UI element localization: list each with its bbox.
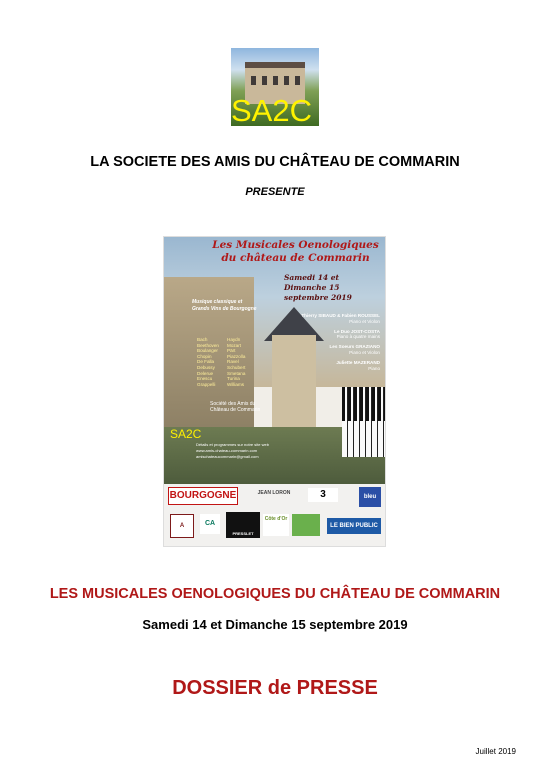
jean-loron-logo: JEAN LORON xyxy=(257,490,291,496)
composer-name: Haydn xyxy=(227,337,241,342)
poster-dates-line2: Dimanche 15 septembre 2019 xyxy=(284,283,352,302)
poster-tagline xyxy=(192,299,272,313)
le-bien-public-logo: LE BIEN PUBLIC xyxy=(327,518,381,534)
green-sponsor-logo xyxy=(292,514,320,536)
composer-name: Schubert xyxy=(227,364,246,370)
poster-title-line1: Les Musicales Oenologiques xyxy=(212,239,379,251)
poster-piano-black-keys xyxy=(342,387,385,421)
cote-dor-logo: Côte d'Or xyxy=(263,514,289,536)
composer-name: Chopin xyxy=(197,353,212,359)
composer-name: Beethoven xyxy=(197,342,219,348)
artist-name: Juliette MAZERAND xyxy=(336,359,380,365)
artist-role: Piano xyxy=(368,365,380,371)
poster-dates-line1: Samedi 14 et xyxy=(284,273,339,282)
credit-agricole-logo: CA xyxy=(200,514,220,534)
document-date: Juillet 2019 xyxy=(475,747,516,756)
composer-name: Delerue xyxy=(197,370,214,376)
bourgogne-logo: BOURGOGNE xyxy=(168,487,238,505)
poster-artists xyxy=(288,313,380,375)
composer-name: Grappelli xyxy=(197,381,216,387)
society-heading: LA SOCIETE DES AMIS DU CHÂTEAU DE COMMARIN xyxy=(90,154,460,170)
logo-text: SA2C xyxy=(231,93,312,126)
poster-sa2c: SA2C xyxy=(170,427,202,441)
france-bleu-logo: bleu xyxy=(359,487,381,507)
france3-logo: 3 xyxy=(308,488,338,502)
composer-name: Mozart xyxy=(227,342,242,348)
poster-society xyxy=(210,401,260,413)
composer-name: Turina xyxy=(227,376,240,382)
event-title: LES MUSICALES OENOLOGIQUES DU CHÂTEAU DE COMMARIN xyxy=(49,586,501,602)
sa2c-logo xyxy=(231,48,319,126)
composer-name: Bach xyxy=(197,337,208,342)
poster-title-line2: du château de Commarin xyxy=(221,252,370,264)
presslet-logo: PRESSLET xyxy=(226,512,260,538)
poster-email: amischateaucommarin@gmail.com xyxy=(196,454,259,459)
poster-info xyxy=(196,442,326,460)
poster-composers xyxy=(197,337,257,387)
artist-name: Les Soeurs GRAZIANO xyxy=(329,344,380,350)
artist-name: Thierry SIBAUD & Fabien ROUSSEL xyxy=(301,313,380,318)
sponsor-logos xyxy=(164,484,385,546)
composer-row xyxy=(197,382,257,388)
event-dates: Samedi 14 et Dimanche 15 septembre 2019 xyxy=(142,617,408,632)
poster-title xyxy=(208,239,383,265)
composer-name: Pärt xyxy=(227,348,236,354)
poster-tagline-line2: Grands Vins de Bourgogne xyxy=(192,306,257,312)
composer-name: Boulanger xyxy=(197,348,218,354)
presente-label: PRESENTE xyxy=(245,186,305,198)
composer-name: Smetana xyxy=(227,370,246,376)
dossier-heading: DOSSIER de PRESSE xyxy=(172,677,378,699)
composer-name: De Falla xyxy=(197,359,215,365)
composer-name: Williams xyxy=(227,381,245,387)
event-poster xyxy=(164,237,385,546)
composer-name: Ravel xyxy=(227,359,239,365)
artist-role: Piano à quatre mains xyxy=(336,334,380,340)
composer-name: Piazzolla xyxy=(227,353,246,359)
sponsor-a-logo: A xyxy=(170,514,194,538)
poster-society-line1: Société des Amis du xyxy=(210,401,256,407)
artist-role: Piano et Violon xyxy=(349,318,380,324)
composer-name: Enescu xyxy=(197,376,213,382)
poster-info-line1: Détails et programmes sur notre site web xyxy=(196,442,269,447)
poster-dates xyxy=(284,273,374,303)
poster-society-line2: Château de Commarin xyxy=(210,407,261,413)
composer-name: Debussy xyxy=(197,364,215,370)
poster-website: www.amis-chateau-commarin.com xyxy=(196,448,258,453)
artist-role: Piano et Violon xyxy=(349,349,380,355)
poster-tagline-line1: Musique classique et xyxy=(192,299,243,305)
artist-name: Le Duo JOST-COSTA xyxy=(334,328,380,334)
